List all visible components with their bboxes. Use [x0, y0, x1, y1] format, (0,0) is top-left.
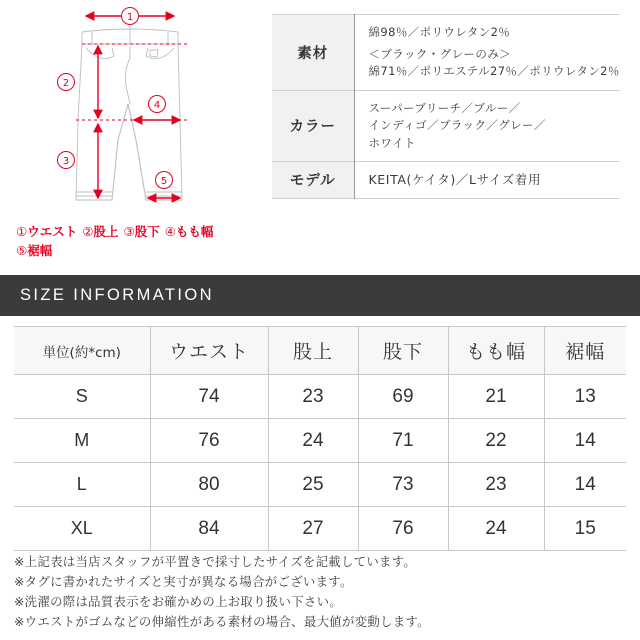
header-inseam: 股下 — [358, 327, 448, 375]
color-line-2: インディゴ／ブラック／グレー／ — [368, 118, 546, 132]
legend-item-hem — [16, 241, 52, 260]
cell-size: S — [14, 375, 150, 419]
cell-inseam: 76 — [358, 507, 448, 551]
banner-title: SIZE INFORMATION — [20, 286, 214, 304]
table-row — [14, 419, 626, 463]
cell-rise: 23 — [268, 375, 358, 419]
spec-row-material — [272, 15, 620, 91]
header-thigh: もも幅 — [448, 327, 544, 375]
svg-text:2: 2 — [62, 78, 70, 89]
cell-inseam: 71 — [358, 419, 448, 463]
product-spec-section — [0, 0, 640, 304]
cell-waist: 74 — [150, 375, 268, 419]
table-row — [14, 507, 626, 551]
spec-value-material — [354, 15, 620, 91]
legend-label: ウエスト — [27, 224, 78, 239]
legend-label: 股上 — [93, 224, 119, 239]
measurement-legend — [16, 222, 262, 260]
material-line-3: 綿71％／ポリエステル27％／ポリウレタン2％ — [368, 64, 620, 78]
footnote-2: ※タグに書かれたサイズと実寸が異なる場合がございます。 — [14, 574, 353, 589]
spec-value-model: KEITA(ケイタ)／Lサイズ着用 — [368, 172, 542, 187]
table-row — [14, 463, 626, 507]
svg-text:3: 3 — [62, 156, 70, 167]
header-rise: 股上 — [268, 327, 358, 375]
legend-label: もも幅 — [175, 224, 214, 239]
header-unit: 単位(約*cm) — [14, 327, 150, 375]
cell-size: L — [14, 463, 150, 507]
cell-hem: 14 — [544, 419, 626, 463]
color-line-1: スーパーブリーチ／ブルー／ — [368, 100, 521, 115]
cell-thigh: 23 — [448, 463, 544, 507]
legend-label: 裾幅 — [27, 243, 53, 258]
product-detail-table — [272, 14, 620, 199]
size-table — [14, 326, 626, 551]
spec-label-model: モデル — [272, 162, 354, 199]
footnote-3: ※洗濯の際は品質表示をお確かめの上お取り扱い下さい。 — [14, 594, 342, 609]
spec-value-color — [354, 90, 620, 162]
cell-thigh: 21 — [448, 375, 544, 419]
material-line-1: 綿98％／ポリウレタン2％ — [368, 25, 511, 39]
cell-thigh: 24 — [448, 507, 544, 551]
legend-item-inseam — [123, 222, 159, 241]
cell-hem: 15 — [544, 507, 626, 551]
cell-inseam: 73 — [358, 463, 448, 507]
spec-label-color: カラー — [272, 90, 354, 162]
color-line-3: ホワイト — [368, 135, 416, 150]
legend-num: ⑤ — [16, 243, 28, 258]
measure-waist — [86, 8, 174, 25]
legend-item-waist — [16, 222, 77, 241]
table-row — [14, 375, 626, 419]
cell-waist: 76 — [150, 419, 268, 463]
legend-num: ③ — [123, 224, 135, 239]
cell-waist: 80 — [150, 463, 268, 507]
svg-text:4: 4 — [153, 100, 161, 111]
svg-text:1: 1 — [126, 12, 134, 23]
legend-item-thigh — [165, 222, 214, 241]
cell-rise: 27 — [268, 507, 358, 551]
cell-inseam: 69 — [358, 375, 448, 419]
header-hem: 裾幅 — [544, 327, 626, 375]
cell-rise: 24 — [268, 419, 358, 463]
legend-num: ① — [16, 224, 28, 239]
cell-rise: 25 — [268, 463, 358, 507]
legend-item-rise — [82, 222, 118, 241]
footnote-1: ※上記表は当店スタッフが平置きで採寸したサイズを記載しています。 — [14, 554, 417, 569]
footnotes — [14, 552, 634, 632]
cell-size: M — [14, 419, 150, 463]
size-table-header-row — [14, 327, 626, 375]
spec-row-color — [272, 90, 620, 162]
cell-thigh: 22 — [448, 419, 544, 463]
spec-row-model — [272, 162, 620, 199]
legend-label: 股下 — [134, 224, 160, 239]
size-table-section — [0, 326, 640, 551]
cell-size: XL — [14, 507, 150, 551]
pants-measurement-diagram — [0, 0, 262, 222]
cell-hem: 13 — [544, 375, 626, 419]
header-waist: ウエスト — [150, 327, 268, 375]
cell-waist: 84 — [150, 507, 268, 551]
material-line-2: ＜ブラック・グレーのみ＞ — [368, 46, 512, 61]
cell-hem: 14 — [544, 463, 626, 507]
legend-num: ② — [82, 224, 94, 239]
svg-text:5: 5 — [160, 176, 168, 187]
footnote-4: ※ウエストがゴムなどの伸縮性がある素材の場合、最大値が変動します。 — [14, 614, 430, 629]
spec-label-material: 素材 — [272, 15, 354, 91]
size-information-banner — [0, 275, 640, 316]
legend-num: ④ — [164, 224, 176, 239]
